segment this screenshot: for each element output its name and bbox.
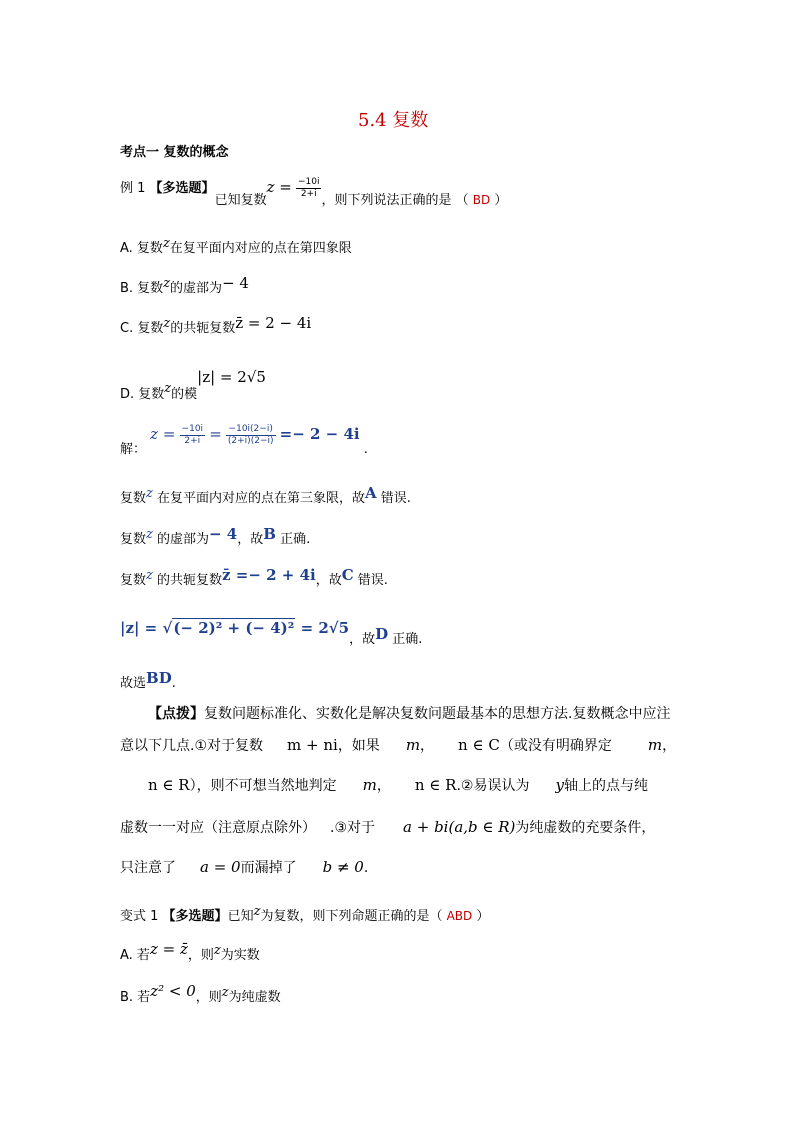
option-a: A. 复数z在复平面内对应的点在第四象限 <box>120 236 352 256</box>
variant-1-option-b: B. 若z² < 0，则z为纯虚数 <box>120 982 281 1005</box>
tip-line-4: 虚数一一对应（注意原点除外） .③对于 a + bi(a,b ∈ R)为纯虚数的充要条件， <box>120 818 656 836</box>
example-1-stem: 例 1 【多选题】已知复数z = $\frac{-10i}{2+i}$ ，则下列说法正确的是 （ BD ） <box>120 177 508 208</box>
section-heading: 考点一 复数的概念 <box>120 145 229 160</box>
tip-line-1: 【点拨】复数问题标准化、实数化是解决复数问题最基本的思想方法.复数概念中应注 <box>148 706 671 722</box>
page-title: 5.4 复数 <box>358 110 429 131</box>
example-1-answer: BD <box>472 193 491 207</box>
tip-line-3: n ∈ R），则不可想当然地判定 m， n ∈ R.②易误认为 y轴上的点与纯 <box>148 776 648 794</box>
tip-line-2: 意以下几点.①对于复数 m + ni，如果 m， n ∈ C（或没有明确界定 m， <box>120 736 677 754</box>
variant-1-option-a: A. 若z = z̄，则z为实数 <box>120 940 260 963</box>
option-b: B. 复数z的虚部为− 4 <box>120 274 249 296</box>
option-c: C. 复数z的共轭复数z̄ = 2 − 4i <box>120 314 312 336</box>
variant-1-answer: ABD <box>446 909 473 923</box>
solution-line-c: 复数z 的共轭复数z̄ =− 2 + 4i，故C 错误. <box>120 566 388 588</box>
solution-line-a: 复数z 在复平面内对应的点在第三象限，故A 错误. <box>120 484 411 506</box>
solution-conclusion: 故选BD. <box>120 669 176 691</box>
solution-equation: 解： z = $\frac{-10i}{2+i}$ = $\frac{-10i(2-i)}{(2+i)(2-i)}$ =− 2 − 4i . <box>120 424 368 457</box>
solution-line-b: 复数z 的虚部为− 4，故B 正确. <box>120 525 311 547</box>
tip-line-5: 只注意了 a = 0而漏掉了 b ≠ 0. <box>120 858 369 876</box>
variant-1-stem: 变式 1 【多选题】已知z为复数，则下列命题正确的是（ ABD ） <box>120 904 490 924</box>
option-d: D. 复数z的模|z| = 2√5 <box>120 368 266 402</box>
solution-line-d: |z| = √(− 2)² + (− 4)² = 2√5，故D 正确. <box>120 619 423 647</box>
